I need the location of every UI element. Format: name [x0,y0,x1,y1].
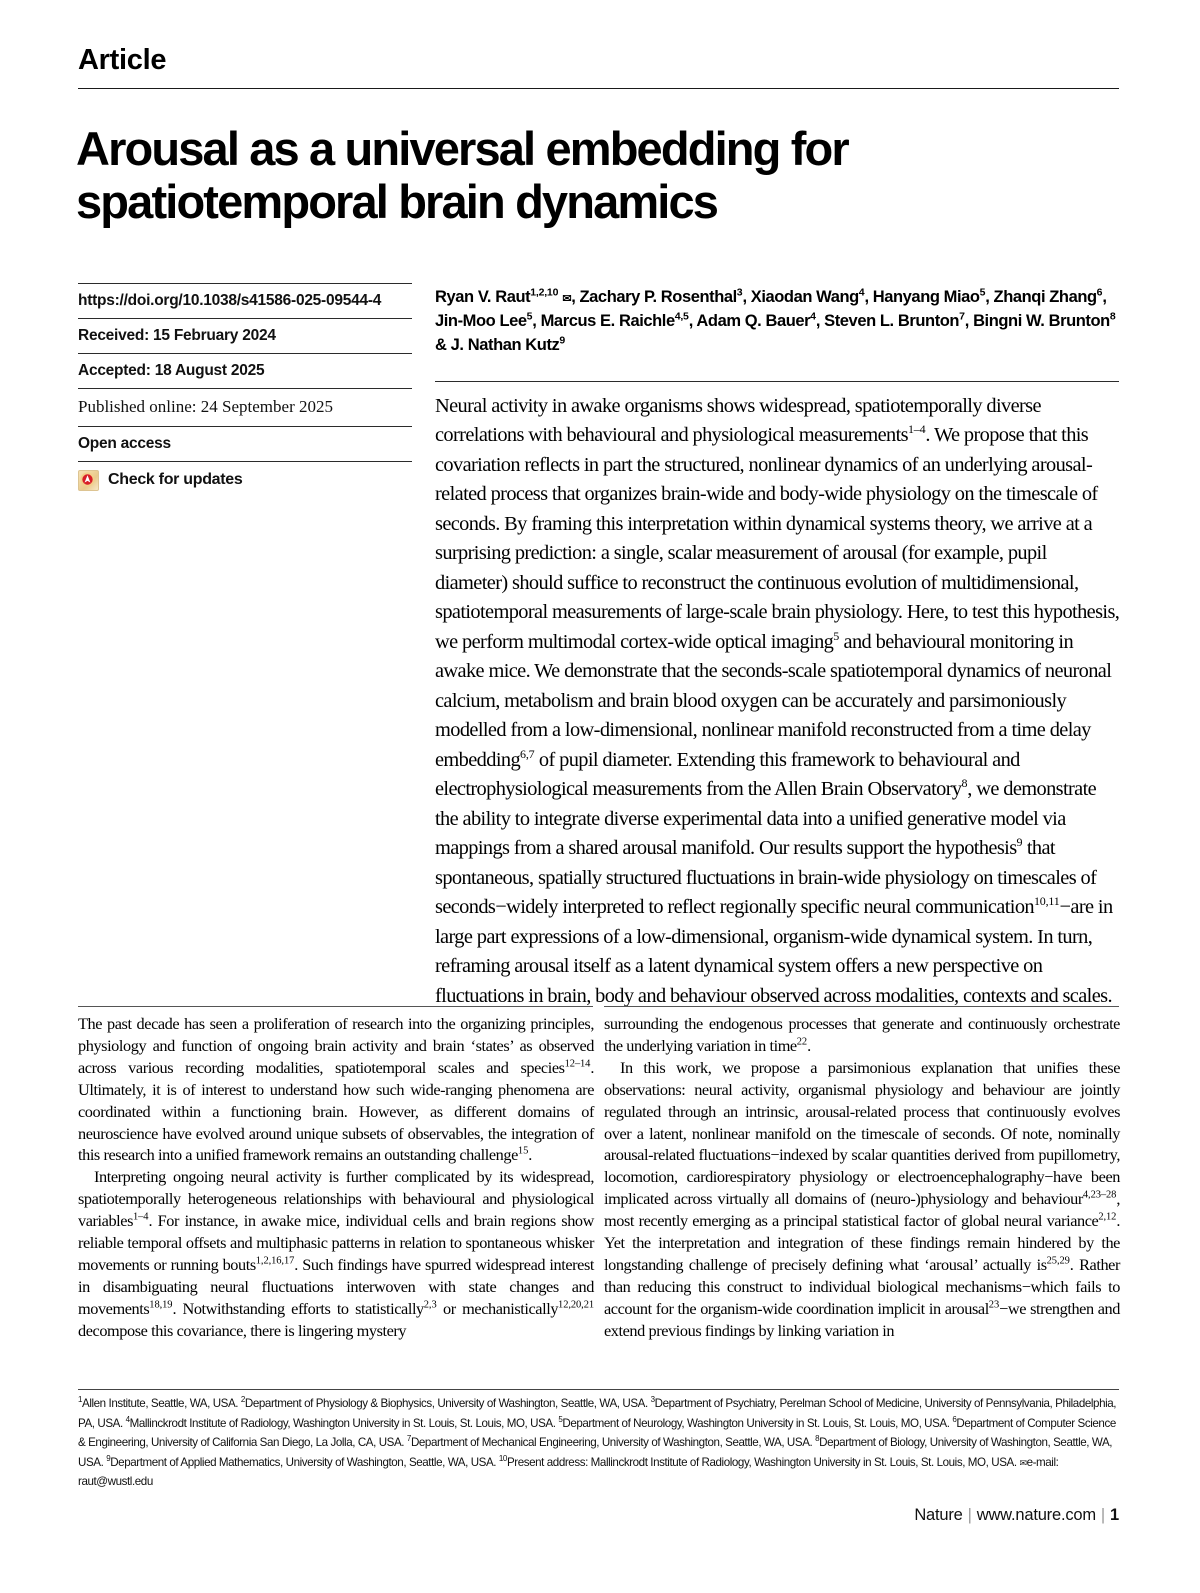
corresponding-author-envelope-icon[interactable]: ✉ [562,293,572,305]
abstract: Neural activity in awake organisms shows widespread, spatiotemporally diverse correlations with behavioural and physiological measurements$^{1-4}$. We propose that this covariation reflects in part the structured, nonlinear dynamics of an underlying arousal-related process that organizes brain-wide and body-wide physiology on the timescale of seconds. By framing this interpretation within dynamical systems theory, we arrive at a surprising prediction: a single, scalar measurement of arousal (for example, pupil diameter) should suffice to reconstruct the continuous evolution of multidimensional, spatiotemporal measurements of large-scale brain physiology. Here, to test this hypothesis, we perform multimodal cortex-wide optical imaging$^5$ and behavioural monitoring in awake mice. We demonstrate that the seconds-scale spatiotemporal dynamics of neuronal calcium, metabolism and brain blood oxygen can be accurately and parsimoniously modelled from a low-dimensional, nonlinear manifold reconstructed from a time delay embedding$^{6,7}$ of pupil diameter. Extending this framework to behavioural and electrophysiological measurements from the Allen Brain Observatory$^8$, we demonstrate the ability to integrate diverse experimental data into a unified generative model via mappings from a shared arousal manifold. Our results support the hypothesis$^9$ that spontaneous, spatially structured fluctuations in brain-wide physiology on timescales of seconds−widely interpreted to reflect regionally specific neural communication$^{10,11}$−are in large part expressions of a low-dimensional, organism-wide dynamical system. In turn, reframing arousal itself as a latent dynamical system offers a new perspective on fluctuations in brain, body and behaviour observed across modalities, contexts and scales. [435,395,1120,1007]
paragraph: surrounding the endogenous processes that generate and continuously orchestrate the underlying variation in time$^{22}$. [604,1014,1120,1055]
body-column-left [78,1013,594,1342]
footer-separator-2: | [1100,1506,1106,1524]
footer-website[interactable]: www.nature.com [976,1506,1096,1524]
abstract-divider [435,381,1119,382]
doi-link[interactable]: https://doi.org/10.1038/s41586-025-09544-4 [78,283,412,318]
body-divider-right [604,1006,1119,1007]
kicker-divider [78,88,1119,89]
open-access-label: Open access [78,426,412,461]
paragraph: In this work, we propose a parsimonious explanation that unifies these observations: neural activity, organismal physiology and behaviour are jointly regulated through an intrinsic, arousal-related process that continuously evolves over a latent, nonlinear manifold on the timescale of seconds. Of note, nominally arousal-related fluctuations−indexed by scalar quantities derived from pupillometry, locomotion, cardiorespiratory physiology or electroencephalography−have been implicated across virtually all domains of (neuro-)physiology and behaviour$^{4,23-28}$, most recently emerging as a principal statistical factor of global neural variance$^{2,12}$. Yet the interpretation and integration of these findings remain hindered by the longstanding challenge of precisely defining what ‘arousal’ actually is$^{25,29}$. Rather than reducing this construct to individual biological mechanisms−which fails to account for the organism-wide coordination implicit in arousal$^{23}$−we strengthen and extend previous findings by linking variation in [604,1057,1120,1340]
footer-page-number: 1 [1110,1506,1119,1524]
paragraph: The past decade has seen a proliferation of research into the organizing principles, physiology and function of ongoing brain activity and brain ‘states’ as observed across various recording modalities, spatiotemporal scales and species$^{12-14}$. Ultimately, it is of interest to understand how such wide-ranging phenomena are coordinated within a functioning brain. However, as different domains of neuroscience have evolved around unique subsets of observables, the integration of this research into a unified framework remains an outstanding challenge$^{15}$. [78,1014,594,1165]
check-for-updates-label: Check for updates [108,470,243,488]
footer-separator-1: | [967,1506,972,1524]
received-date: Received: 15 February 2024 [78,318,412,353]
paragraph: Interpreting ongoing neural activity is further complicated by its widespread, spatiotemporally heterogeneous relationships with behavioural and physiological variables$^{1-4}$. For instance, in awake mice, individual cells and brain regions show reliable temporal offsets and multiphasic patterns in relation to spontaneous whisker movements or running bouts$^{1,2,16,17}$. Such findings have spurred widespread interest in disambiguating neural fluctuations interwoven with state changes and movements$^{18,19}$. Notwithstanding efforts to statistically$^{2,3}$ or mechanistically$^{12,20,21}$ decompose this covariance, there is lingering mystery [78,1167,594,1340]
author-ryan-raut: Ryan V. Raut$^{1,2,10}$ ✉ [435,286,572,306]
check-for-updates[interactable] [78,461,412,495]
page-footer [78,1506,1119,1525]
affiliations: $^1$Allen Institute, Seattle, WA, USA. $^2$Department of Physiology & Biophysics, University of Washington, Seattle, WA, USA. $^3$Department of Psychiatry, Perelman School of Medicine, University of Pennsylvania, Philadelphia, PA, USA. $^4$Mallinckrodt Institute of Radiology, Washington University in St. Louis, St. Louis, MO, USA. $^5$Department of Neurology, Washington University in St. Louis, St. Louis, MO, USA. $^6$Department of Computer Science & Engineering, University of California San Diego, La Jolla, CA, USA. $^7$Department of Mechanical Engineering, University of Washington, Seattle, WA, USA. $^8$Department of Biology, University of Washington, Seattle, WA, USA. $^9$Department of Applied Mathematics, University of Washington, Seattle, WA, USA. $^{10}$Present address: Mallinckrodt Institute of Radiology, Washington University in St. Louis, St. Louis, MO, USA. ✉e-mail: raut@wustl.edu [78,1395,1117,1488]
body-column-right [604,1013,1120,1342]
published-date: Published online: 24 September 2025 [78,388,412,425]
page-title: Arousal as a universal embedding for spatiotemporal brain dynamics [76,122,848,228]
author-list [435,285,1121,357]
article-kicker: Article [78,44,167,76]
metadata-column [78,283,412,495]
footer-journal: Nature [914,1506,963,1524]
body-divider-left [78,1006,593,1007]
corresponding-email[interactable]: raut@wustl.edu [78,1474,153,1488]
crossmark-icon [78,470,99,491]
email-envelope-icon: ✉ [1019,1457,1027,1468]
author-list-rest: , Zachary P. Rosenthal$^3$, Xiaodan Wang$^4$, Hanyang Miao$^5$, Zhanqi Zhang$^6$, Jin-Moo Lee$^5$, Marcus E. Raichle$^{4,5}$, Adam Q. Bauer$^4$, Steven L. Brunton$^7$, Bingni W. Brunton$^8$ & J. Nathan Kutz$^9$ [435,286,1116,355]
accepted-date: Accepted: 18 August 2025 [78,353,412,388]
affiliations-divider [78,1389,1119,1390]
